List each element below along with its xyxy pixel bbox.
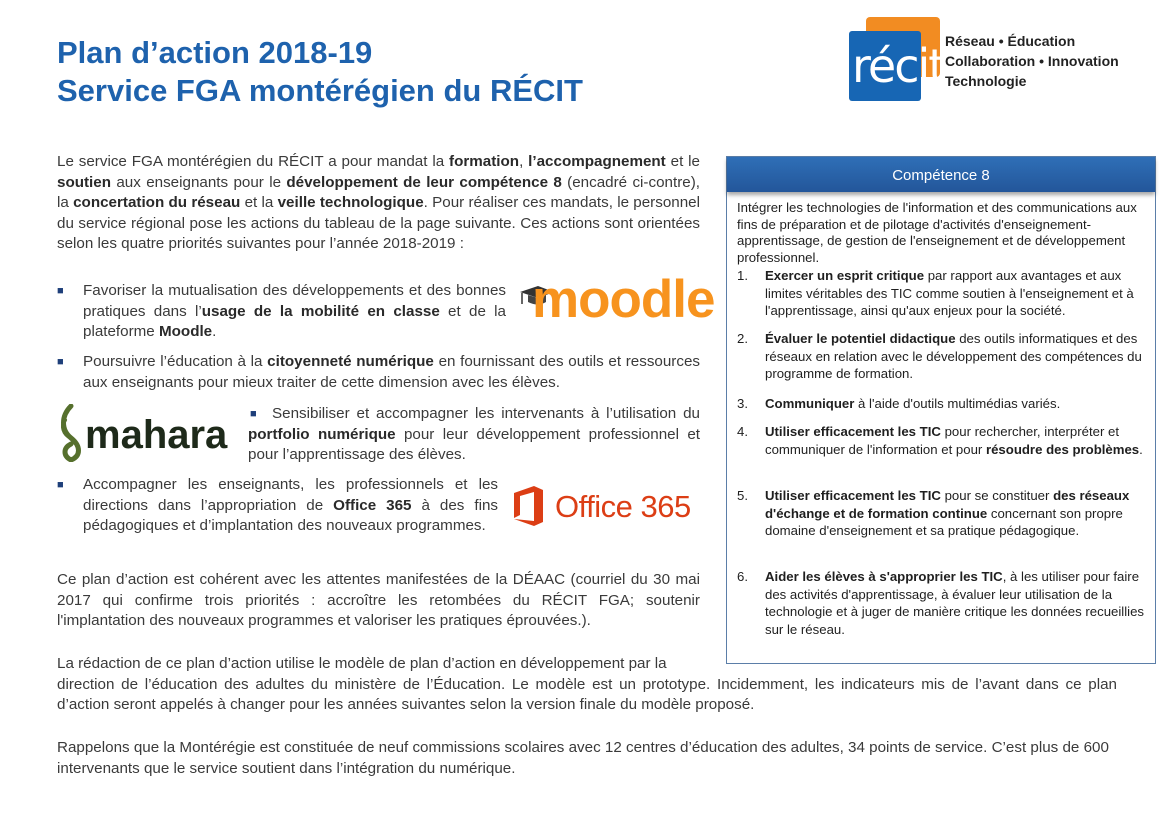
competence-item	[737, 330, 1147, 383]
text-run: . Pour réaliser ces mandats, le personnel du service régional pose les actions du tableau de la page suivante. Ces actions sont orientées selon les quatre priorités suivantes pour l’année 2018-2019 :	[57, 194, 700, 252]
logo-tagline-line: Réseau • Éducation	[945, 33, 1076, 49]
text-run: à l'aide d'outils multimédias variés.	[854, 396, 1061, 411]
text-run: Accompagner les enseignants, les professionnels et les directions dans l’appropriation de	[83, 476, 498, 514]
bold-run: développement de leur compétence 8	[286, 173, 562, 191]
competence-header: Compétence 8	[727, 157, 1155, 192]
bold-run: Communiquer	[765, 396, 855, 411]
title-line-1: Plan d’action 2018-19	[57, 35, 373, 70]
item-number: 6.	[737, 569, 748, 584]
bold-run: l’accompagnement	[528, 153, 666, 170]
bold-run: résoudre des problèmes	[985, 441, 1140, 457]
bold-run: veille technologique	[277, 194, 424, 211]
item-text	[765, 568, 1147, 638]
moodle-logo	[518, 270, 715, 334]
text-run: par rapport aux avantages et aux limites véritables des TIC comme soutien à l'enseignement et à l'apprentissage, ainsi qu'aux enjeux pour la société.	[765, 268, 1134, 318]
item-text	[765, 423, 1147, 458]
bold-run: usage de la mobilité en classe	[201, 302, 440, 320]
bold-run: Évaluer le potentiel didactique	[765, 331, 956, 346]
moodle-wordmark: moodle	[532, 270, 715, 329]
logo-tagline-line: Technologie	[945, 73, 1027, 89]
bullet-square-icon: ■	[250, 408, 257, 420]
text-run: , à les utiliser pour faire des activités d'apprentissage, à évaluer leur utilisation de la technologie et à juger de manière critique les données recueillies sur le réseau.	[765, 569, 1145, 637]
text-run: et de la plateforme	[83, 302, 506, 340]
item-text	[765, 487, 1147, 540]
priority-text	[83, 352, 700, 393]
item-text	[765, 395, 1147, 413]
priority-item-citoyennete	[57, 352, 700, 393]
priority-item-portfolio	[248, 404, 700, 466]
mahara-wordmark: mahara	[85, 413, 228, 457]
item-number: 5.	[737, 488, 748, 503]
office365-wordmark: Office 365	[555, 489, 691, 524]
recit-logo	[849, 17, 1149, 107]
mahara-leaf-icon	[57, 404, 85, 462]
text-run: pour leur développement professionnel et pour l’apprentissage des élèves.	[248, 425, 700, 463]
bold-run: Office 365	[333, 496, 412, 514]
item-text	[765, 330, 1147, 383]
competence-intro: Intégrer les technologies de l'information et des communications aux fins de préparation et de pilotage d'activités d'enseignement-apprentissage, de gestion de l'enseignement et de développement professionnel.	[737, 200, 1137, 265]
bold-run: concertation du réseau	[73, 194, 241, 211]
text-run: Sensibiliser et accompagner les intervenants à l’utilisation du	[272, 405, 700, 422]
intro-paragraph	[57, 152, 700, 255]
mahara-logo	[57, 404, 247, 464]
text-run: concernant son propre domaine d'enseignement et sa pratique pédagogique.	[765, 505, 1123, 538]
logo-tagline	[945, 31, 1119, 91]
bold-run: des réseaux d'échange et de formation continue	[765, 488, 1130, 521]
text-run: La rédaction de ce plan d’action utilise le modèle de plan d’action en développement par la	[57, 655, 667, 672]
title-line-2: Service FGA montérégien du RÉCIT	[57, 73, 583, 108]
text-run: des outils informatiques et des réseaux en relation avec le développement des compétences du programme de formation.	[765, 331, 1142, 381]
item-number: 2.	[737, 331, 748, 346]
competence-box	[726, 156, 1156, 664]
text-run: .	[1139, 441, 1143, 457]
competence-item	[737, 487, 1147, 540]
bold-run: citoyenneté numérique	[267, 353, 434, 370]
competence-item	[737, 568, 1147, 638]
competence-item	[737, 395, 1147, 413]
bullet-square-icon: ■	[57, 479, 64, 491]
priority-text	[248, 404, 700, 466]
text-run: et la	[240, 194, 278, 211]
logo-tagline-line: Collaboration • Innovation	[945, 53, 1119, 69]
competence-item	[737, 267, 1147, 320]
bold-run: formation	[449, 153, 520, 170]
bold-run: Utiliser efficacement les TIC	[765, 488, 941, 503]
bold-run: portfolio numérique	[248, 425, 396, 443]
bold-run: soutien	[57, 173, 112, 191]
text-run: à des fins pédagogiques et d’implantation des nouveaux programmes.	[83, 496, 498, 534]
text-run: ,	[519, 153, 529, 170]
priority-item-moodle	[57, 281, 506, 343]
text-run: (encadré ci-contre), la	[57, 173, 700, 211]
bullet-square-icon: ■	[57, 356, 64, 368]
logo-wordmark: récit	[852, 39, 945, 93]
bold-run: Utiliser efficacement les TIC	[765, 424, 941, 439]
text-run: Favoriser la mutualisation des développements et des bonnes pratiques dans l’	[83, 282, 506, 320]
text-run: pour rechercher, interpréter et communiquer de l'information et pour	[765, 424, 1120, 457]
bold-run: Aider les élèves à s'approprier les TIC	[765, 569, 1003, 584]
office-icon	[510, 485, 546, 527]
item-number: 1.	[737, 268, 748, 283]
text-run: Poursuivre l’éducation à la	[83, 353, 268, 370]
bold-run: Exercer un esprit critique	[765, 268, 925, 283]
text-run: et le	[665, 153, 700, 170]
competence-item	[737, 423, 1147, 458]
priority-item-office365	[57, 475, 498, 537]
item-number: 3.	[737, 396, 748, 411]
bold-run: Moodle	[158, 323, 213, 340]
text-run: aux enseignants pour le	[111, 173, 287, 191]
text-run: .	[212, 323, 217, 340]
text-run: pour se constituer	[940, 488, 1054, 503]
office365-logo	[508, 483, 703, 533]
text-run: en fournissant des outils et ressources aux enseignants pour mieux traiter de cette dimension avec les élèves.	[83, 353, 700, 391]
text-run: Le service FGA montérégien du RÉCIT a pour mandat la	[57, 153, 450, 170]
bullet-square-icon: ■	[57, 285, 64, 297]
paragraph-rappel: Rappelons que la Montérégie est constituée de neuf commissions scolaires avec 12 centres d’éducation des adultes, 34 points de service. C’est plus de 600 intervenants que le service soutient dans l’intégration du numérique.	[57, 739, 1109, 777]
priority-text	[83, 475, 498, 537]
priority-text	[83, 281, 506, 343]
item-number: 4.	[737, 424, 748, 439]
page-title	[57, 34, 583, 110]
text-run: direction de l’éducation des adultes du ministère de l’Éducation. Le modèle est un prototype. Incidemment, les indicateurs mis de l’avant dans ce plan d’action seront appelés à changer pour les années suivantes selon la version finale du modèle proposé.	[57, 675, 1117, 713]
item-text	[765, 267, 1147, 320]
paragraph-coherence: Ce plan d’action est cohérent avec les attentes manifestées de la DÉAAC (courriel du 30 mai 2017 qui confirme trois priorités : accroître les retombées du RÉCIT FGA; soutenir l'implantation des nouveaux programmes et valoriser les pratiques éprouvées.).	[57, 571, 700, 629]
